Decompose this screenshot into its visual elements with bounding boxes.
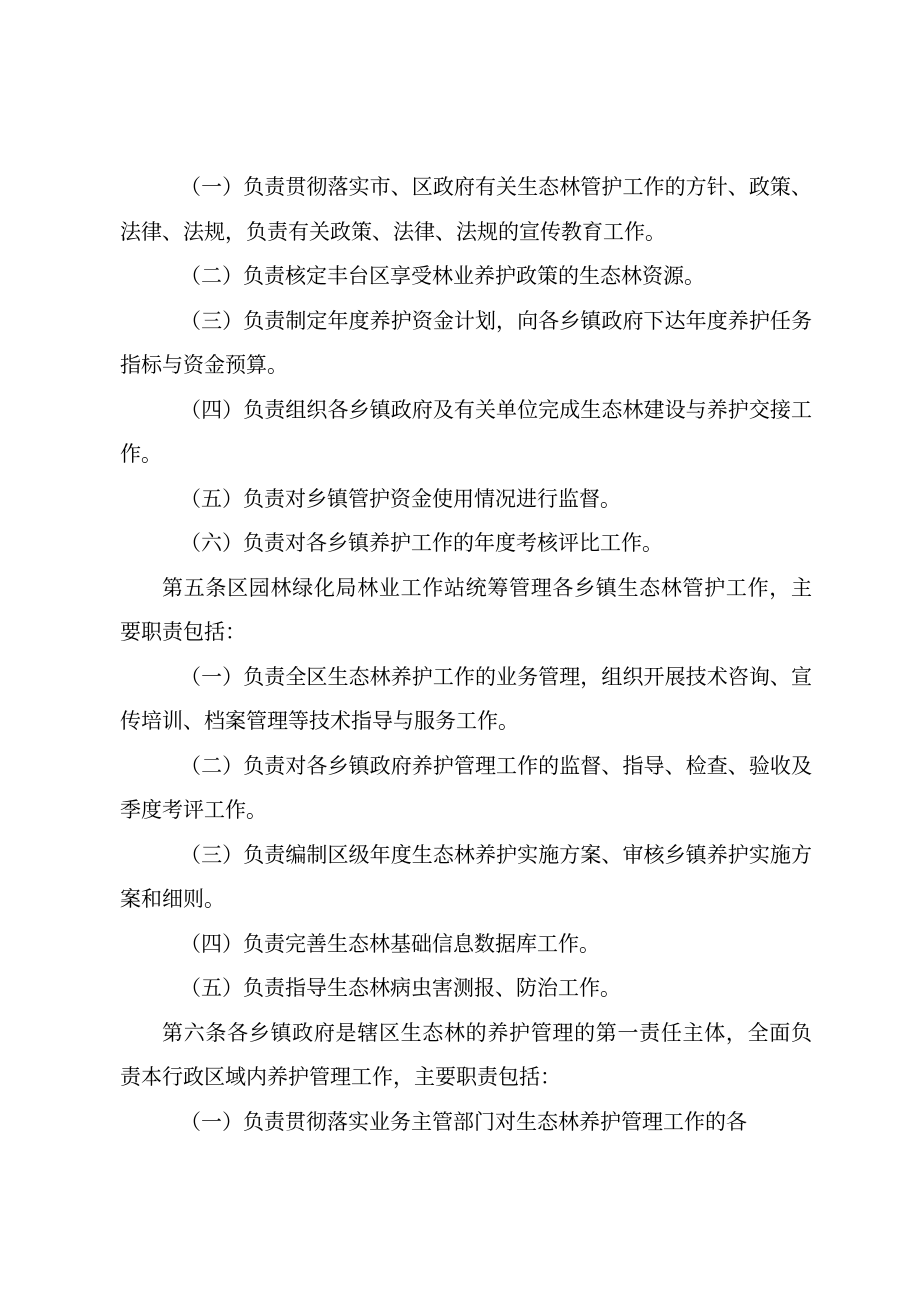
- paragraph-item: （四）负责完善生态林基础信息数据库工作。: [180, 931, 600, 956]
- paragraph-item: （五）负责对乡镇管护资金使用情况进行监督。: [180, 486, 621, 511]
- paragraph-item: （三）负责制定年度养护资金计划，向各乡镇政府下达年度养护任务指标与资金预算。: [120, 308, 812, 377]
- paragraph-item: （一）负责贯彻落实业务主管部门对生态林养护管理工作的各: [180, 1109, 747, 1134]
- paragraph-item: （二）负责对各乡镇政府养护管理工作的监督、指导、检查、验收及季度考评工作。: [120, 753, 812, 822]
- paragraph-item: （五）负责指导生态林病虫害测报、防治工作。: [180, 976, 621, 1000]
- paragraph-item: （二）负责核定丰台区享受林业养护政策的生态林资源。: [180, 264, 705, 288]
- article-heading-paragraph: 第六条各乡镇政府是辖区生态林的养护管理的第一责任主体，全面负责本行政区域内养护管理工作，主要职责包括：: [120, 1020, 812, 1089]
- document-body: [120, 165, 812, 1144]
- paragraph-item: （三）负责编制区级年度生态林养护实施方案、审核乡镇养护实施方案和细则。: [120, 842, 812, 911]
- paragraph-item: （四）负责组织各乡镇政府及有关单位完成生态林建设与养护交接工作。: [120, 397, 812, 466]
- paragraph-item: （六）负责对各乡镇养护工作的年度考核评比工作。: [180, 531, 663, 555]
- paragraph-item: （一）负责全区生态林养护工作的业务管理，组织开展技术咨询、宣传培训、档案管理等技术指导与服务工作。: [120, 664, 812, 733]
- article-heading-paragraph: 第五条区园林绿化局林业工作站统筹管理各乡镇生态林管护工作，主要职责包括：: [120, 575, 812, 644]
- paragraph-item: （一）负责贯彻落实市、区政府有关生态林管护工作的方针、政策、法律、法规，负责有关政策、法律、法规的宣传教育工作。: [120, 175, 812, 244]
